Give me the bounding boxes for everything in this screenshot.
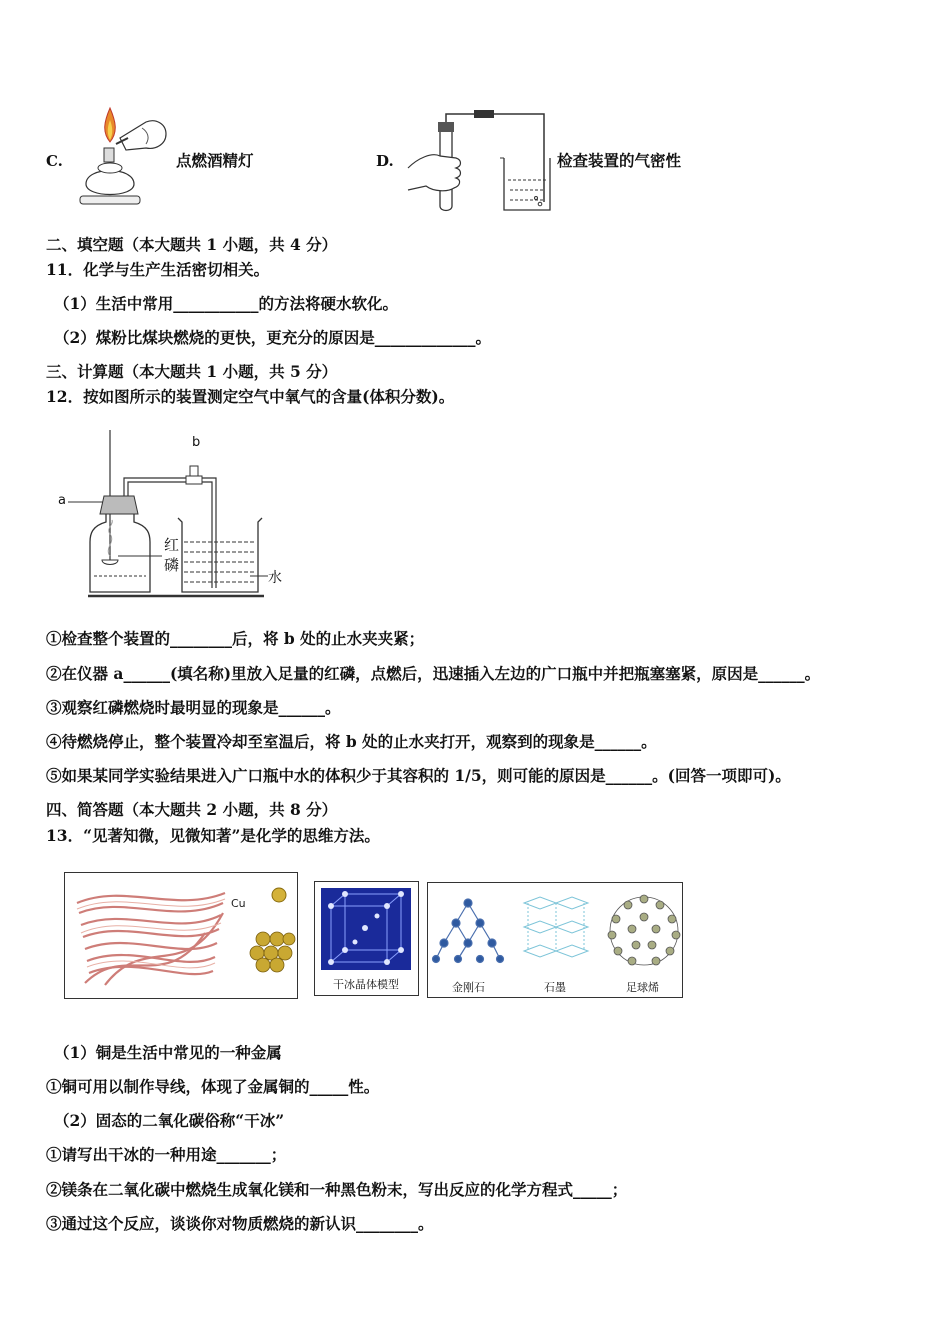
- q11-stem: 11．化学与生产生活密切相关。: [46, 260, 270, 279]
- label-red: 红: [164, 536, 180, 554]
- q12-step-5: ⑤如果某同学实验结果进入广口瓶中水的体积少于其容积的 1/5，则可能的原因是______。(回答一项即可)。: [46, 766, 791, 785]
- section-2-heading: 二、填空题（本大题共 1 小题，共 4 分）: [46, 235, 338, 254]
- label-b: b: [192, 435, 201, 450]
- q11-part-1: （1）生活中常用___________的方法将硬水软化。: [54, 294, 399, 313]
- q13-part-2-step-1: ①请写出干冰的一种用途_______；: [46, 1145, 287, 1164]
- oxygen-measurement-apparatus: [54, 426, 294, 602]
- carbon-structures-image: [428, 883, 682, 977]
- q13-part-1: （1）铜是生活中常见的一种金属: [54, 1043, 282, 1062]
- q13-part-2-step-2: ②镁条在二氧化碳中燃烧生成氧化镁和一种黑色粉末，写出反应的化学方程式_____；: [46, 1180, 628, 1199]
- label-phosphorus: 磷: [164, 556, 180, 574]
- label-a: a: [58, 493, 66, 508]
- q12-step-1: ①检查整个装置的________后，将 b 处的止水夹夹紧；: [46, 629, 425, 648]
- q13-part-1-step-1: ①铜可用以制作导线，体现了金属铜的_____性。: [46, 1077, 380, 1096]
- option-c-caption: 点燃酒精灯: [176, 151, 254, 170]
- section-3-heading: 三、计算题（本大题共 1 小题，共 5 分）: [46, 362, 338, 381]
- copper-panel: [64, 872, 298, 999]
- q13-stem: 13．“见著知微，见微知著”是化学的思维方法。: [46, 826, 380, 845]
- graphite-caption: 石墨: [544, 981, 566, 994]
- q13-part-2-step-3: ③通过这个反应，谈谈你对物质燃烧的新认识________。: [46, 1214, 434, 1233]
- q12-stem: 12．按如图所示的装置测定空气中氧气的含量(体积分数)。: [46, 387, 455, 406]
- copper-wire-image: [65, 873, 297, 998]
- dry-ice-crystal-image: [315, 882, 418, 972]
- diamond-caption: 金刚石: [452, 981, 485, 994]
- option-d-caption: 检查装置的气密性: [557, 151, 682, 170]
- label-water: 水: [268, 570, 282, 586]
- q12-step-4: ④待燃烧停止，整个装置冷却至室温后，将 b 处的止水夹打开，观察到的现象是______。: [46, 732, 657, 751]
- carbon-allotropes-panel: [427, 882, 683, 998]
- dry-ice-panel: [314, 881, 419, 996]
- option-d-letter: D.: [376, 152, 394, 170]
- c60-caption: 足球烯: [626, 981, 659, 994]
- airtightness-check-illustration: [404, 106, 554, 214]
- cu-label: Cu: [231, 897, 246, 910]
- q13-part-2: （2）固态的二氧化碳俗称“干冰”: [54, 1111, 285, 1130]
- q12-step-2: ②在仪器 a______(填名称)里放入足量的红磷，点燃后，迅速插入左边的广口瓶中并把瓶塞塞紧，原因是______。: [46, 664, 821, 683]
- section-4-heading: 四、简答题（本大题共 2 小题，共 8 分）: [46, 800, 338, 819]
- dry-ice-caption: 干冰晶体模型: [333, 978, 399, 991]
- alcohol-lamp-illustration: [76, 104, 174, 208]
- q11-part-2: （2）煤粉比煤块燃烧的更快，更充分的原因是_____________。: [54, 328, 492, 347]
- q12-step-3: ③观察红磷燃烧时最明显的现象是______。: [46, 698, 341, 717]
- option-c-letter: C.: [46, 152, 63, 170]
